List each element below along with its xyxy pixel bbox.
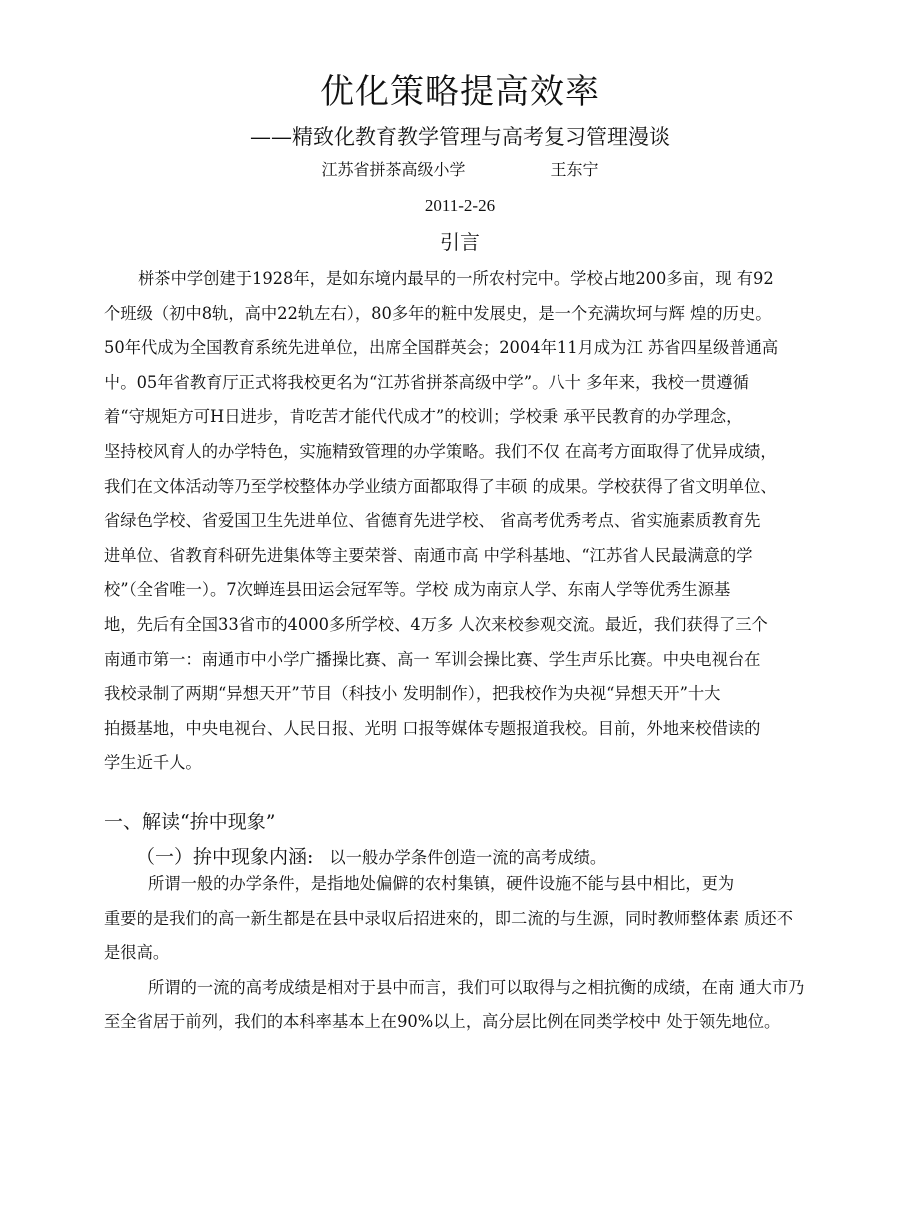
intro-line: 栟茶中学创建于1928年，是如东境内最早的一所农村完中。学校占地200多亩，现 有92	[138, 269, 774, 288]
para2-line: 至全省居于前列，我们的本科率基本上在90%以上，高分层比例在同类学校中 处于领先地位。	[104, 1012, 781, 1031]
intro-paragraph	[104, 262, 844, 781]
body-paragraphs	[104, 867, 884, 1040]
para1-line: 所谓一般的办学条件，是指地处偏僻的农村集镇，硬件设施不能与县中相比，更为	[148, 874, 735, 893]
section-heading: 一、解读“拚中现象”	[104, 811, 276, 833]
intro-line: 50年代成为全国教育系统先进单位，出席全国群英会；2004年11月成为江 苏省四星级普通高	[104, 338, 779, 358]
doc-title: 优化策略提高效率	[320, 72, 600, 112]
intro-heading: 引言	[440, 230, 480, 254]
doc-date: 2011-2-26	[424, 196, 496, 215]
intro-line: 校”（全省唯一）。7次蝉连县田运会冠军等。学校 成为南京人学、东南人学等优秀生源基	[104, 580, 731, 600]
intro-line: 个班级（初中8轨，高中22轨左右），80多年的粧中发展史，是一个充满坎坷与辉 煌的历史。	[104, 303, 772, 323]
intro-line: 我校录制了两期“异想天开”节目（科技小 发明制作），把我校作为央视“异想天开”十大	[104, 684, 721, 704]
intro-line: 拍摄基地，中央电视台、人民日报、光明 口报等媒体专题报道我校。目前，外地来校借读的	[104, 718, 761, 738]
author-line	[0, 158, 920, 182]
sub-heading-label: （一）拚中现象内涵:	[136, 846, 314, 868]
para1-line: 是很高。	[104, 943, 170, 962]
para1-line: 重要的是我们的高一新生都是在县中录収后招进來的，即二流的与生源，同时教师整体素 质还不	[104, 908, 793, 928]
doc-subtitle: ——精致化教育教学管理与高考复习管理漫谈	[250, 125, 670, 149]
intro-line: 坚持校风育人的办学特色，实施精致管理的办学策略。我们不仅 在高考方面取得了优异成绩，	[104, 441, 777, 461]
sub-heading-text: 以一般办学条件创造一流的高考成绩。	[329, 848, 607, 867]
school-name: 江苏省拼茶高级小学	[321, 160, 466, 179]
intro-line: 地，先后有全国33省市的4000多所学校、4万多 人次来校参观交流。最近，我们获得了三个	[104, 614, 768, 634]
intro-line: 进单位、省教育科研先进集体等主要荣誉、南通市高 中学科基地、“江苏省人民最满意的学	[104, 545, 753, 565]
author-name: 王东宁	[550, 160, 599, 179]
intro-line: 我们在文体活动等乃至学校整体办学业绩方面都取得了丰硕 的成果。学校获得了省文明单位、	[104, 476, 777, 496]
intro-line: 屮。05年省教育厅正式将我校更名为“江苏省拼茶高级中学”。八十 多年来，我校一贯遵循	[104, 372, 749, 392]
intro-line: 省绿色学校、省爱国卫生先进单位、省德育先进学校、 省高考优秀考点、省实施素质教育先	[104, 511, 761, 531]
intro-line: 着“守规矩方可H日进步，肯吃苦才能代代成才”的校训；学校秉 承平民教育的办学理念，	[104, 407, 743, 427]
intro-line: 学生近千人。	[104, 753, 202, 773]
para2-line: 所谓的一流的高考成绩是相对于县中而言，我们可以取得与之相抗衡的成绩，在南 通大市乃	[148, 977, 805, 997]
intro-line: 南通市第一：南通市中小学广播操比赛、高一 军训会操比赛、学生声乐比赛。中央电视台在	[104, 649, 761, 669]
